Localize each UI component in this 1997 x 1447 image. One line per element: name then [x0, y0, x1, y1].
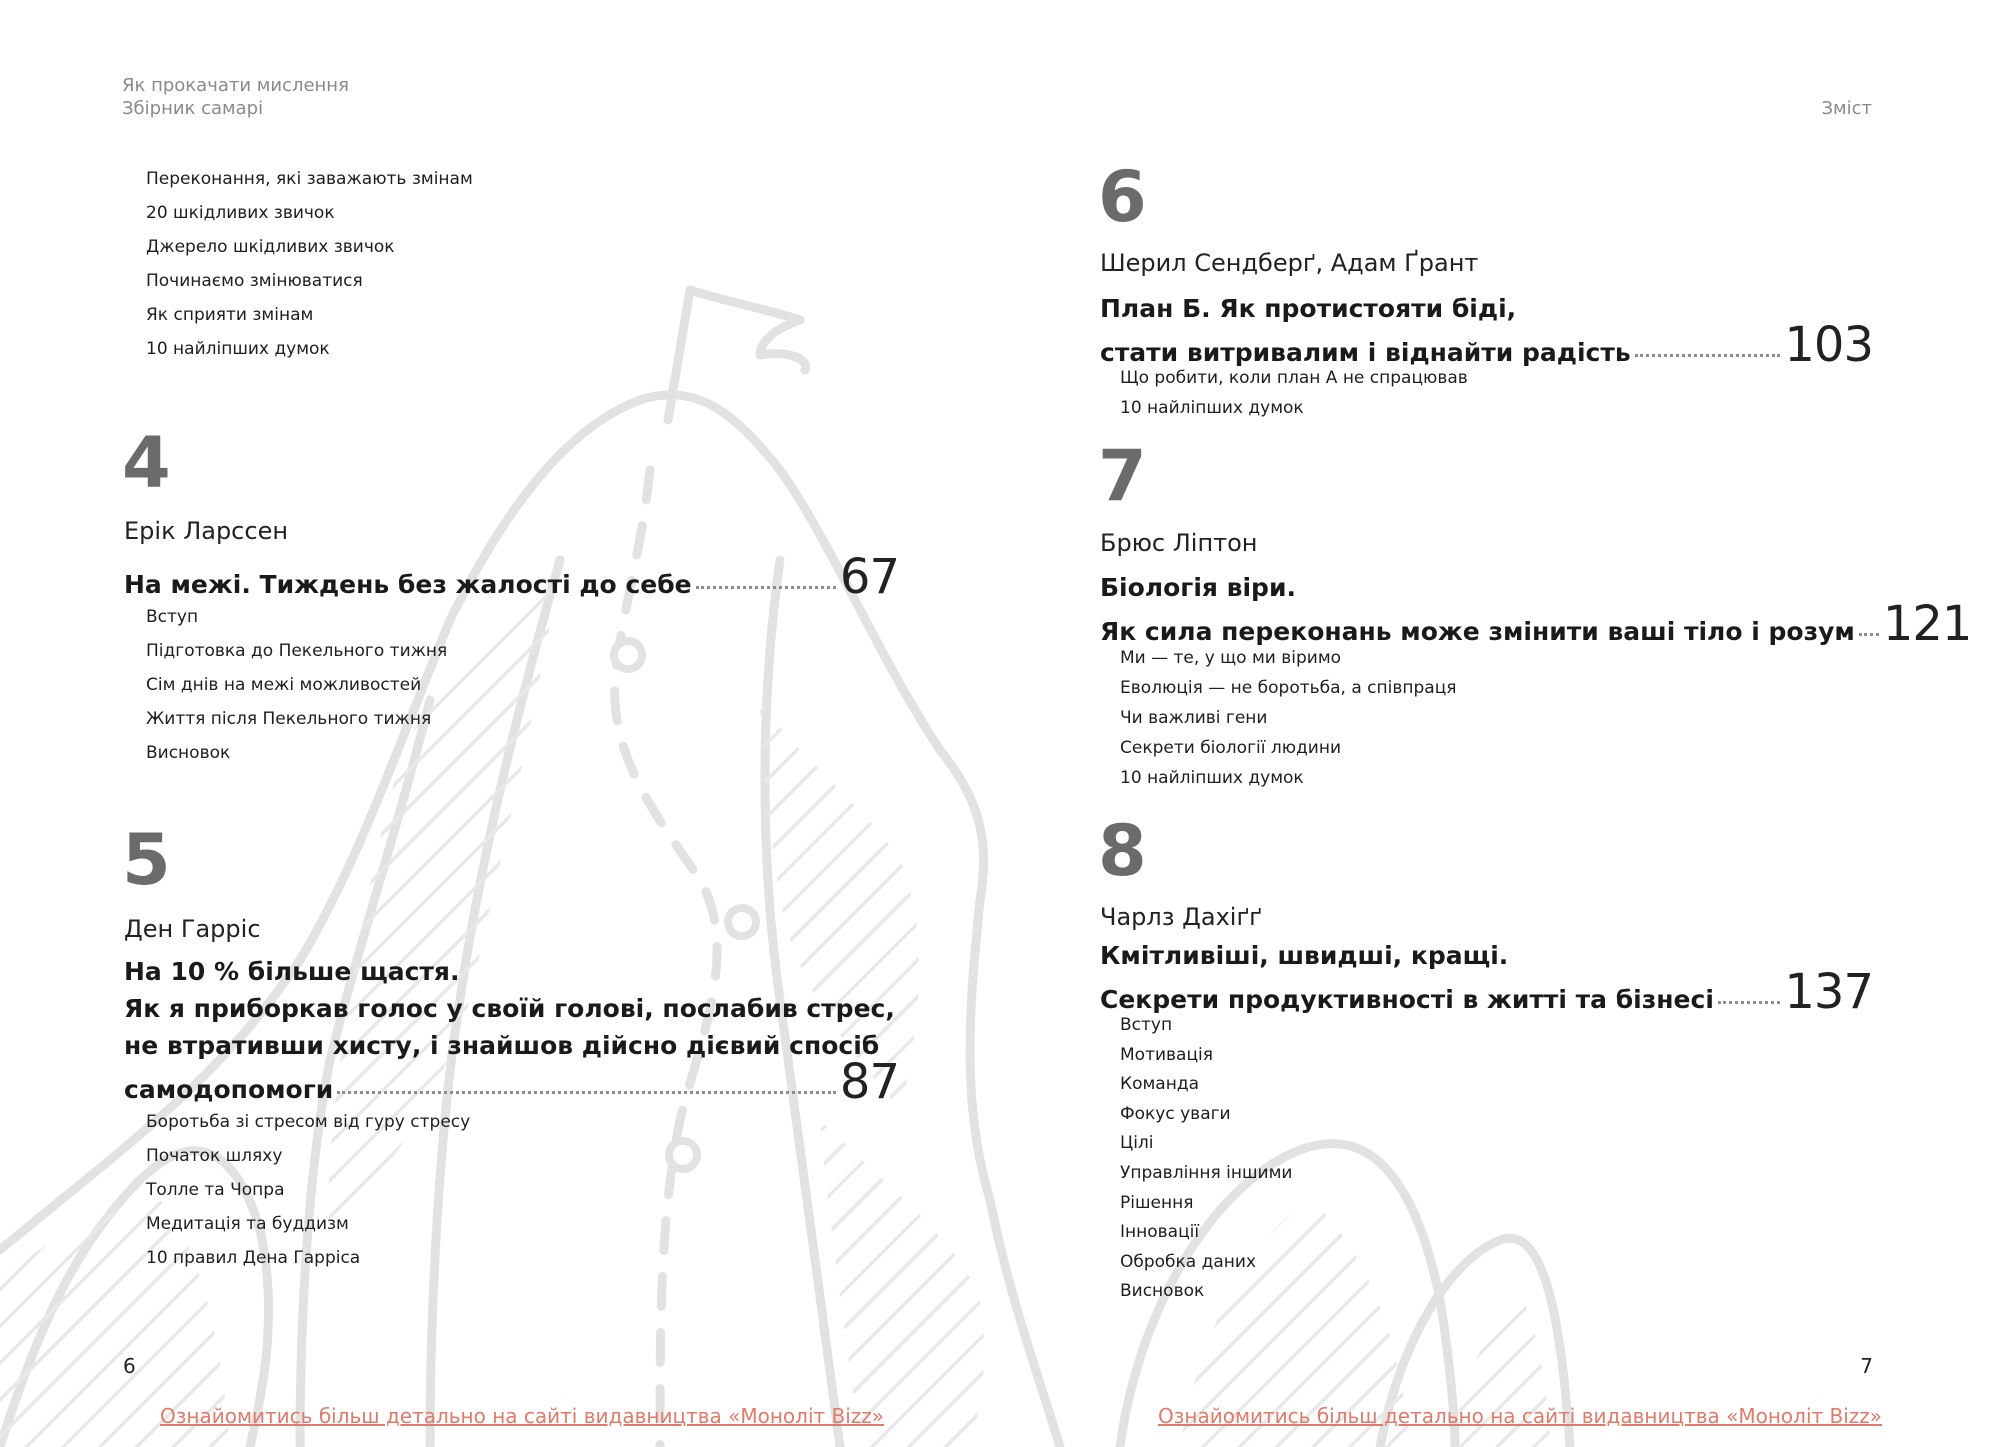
chapter-section-list [1120, 643, 1457, 793]
chapter-number: 4 [122, 422, 171, 504]
chapter-section-list [1120, 1011, 1292, 1307]
list-item[interactable]: Починаємо змінюватися [146, 271, 363, 291]
list-item[interactable]: 10 правил Дена Гарріса [146, 1248, 361, 1268]
list-item[interactable]: Життя після Пекельного тижня [146, 709, 432, 729]
list-item[interactable]: 10 найліпших думок [1120, 398, 1304, 418]
chapter-page-number: 137 [1784, 964, 1873, 1020]
chapter-number: 5 [122, 819, 171, 901]
chapter-title-line: Біологія віри. [1100, 573, 1296, 602]
list-item[interactable]: Підготовка до Пекельного тижня [146, 641, 448, 661]
chapter-title-line: Секрети продуктивності в житті та бізнесі [1100, 985, 1714, 1014]
list-item[interactable]: Управління іншими [1120, 1162, 1293, 1183]
list-item[interactable]: Медитація та буддизм [146, 1214, 349, 1234]
leader-dots [1859, 633, 1879, 636]
chapter-title[interactable] [124, 549, 899, 605]
chapter-title-line: самодопомоги [124, 1075, 334, 1104]
book-subtitle: Збірник самарі [122, 98, 264, 119]
chapter-author: Ерік Ларссен [124, 517, 289, 545]
list-item[interactable]: Секрети біології людини [1120, 738, 1341, 758]
leader-dots [337, 1091, 836, 1094]
chapter-section-list [146, 600, 447, 770]
list-item[interactable]: 20 шкідливих звичок [146, 203, 335, 223]
chapter-title-line: Як сила переконань може змінити ваші тіло і розум [1100, 617, 1855, 646]
chapter-title-line: не втративши хисту, і знайшов дійсно дієвий спосіб [124, 1031, 880, 1060]
chapter-section-list [146, 1105, 470, 1275]
list-item[interactable]: 10 найліпших думок [146, 339, 330, 359]
book-title: Як прокачати мислення [122, 75, 349, 96]
list-item[interactable]: Ми — те, у що ми віримо [1120, 648, 1342, 668]
list-item[interactable]: Рішення [1120, 1192, 1194, 1213]
list-item[interactable]: Сім днів на межі можливостей [146, 675, 422, 695]
chapter-number: 7 [1098, 435, 1147, 517]
list-item[interactable]: Переконання, які заважають змінам [146, 169, 473, 189]
chapter-author: Чарлз Дахіґґ [1100, 903, 1262, 931]
chapter-section-list [1120, 363, 1468, 423]
chapter-number: 8 [1098, 810, 1147, 892]
leader-dots [696, 586, 836, 589]
chapter-title-line: Кмітливіші, швидші, кращі. [1100, 941, 1509, 970]
list-item[interactable]: 10 найліпших думок [1120, 768, 1304, 788]
list-item[interactable]: Вступ [146, 607, 199, 627]
chapter-title-line: Як я приборкав голос у своїй голові, послабив стрес, [124, 994, 895, 1023]
running-header-left [122, 74, 349, 120]
list-item[interactable]: Команда [1120, 1074, 1199, 1095]
list-item[interactable]: Початок шляху [146, 1146, 283, 1166]
publisher-link[interactable]: Ознайомитись більш детально на сайті видавництва «Моноліт Bizz» [160, 1404, 885, 1428]
chapter-page-number: 121 [1882, 596, 1972, 652]
chapter-title[interactable] [1100, 290, 1873, 373]
chapter-page-number: 103 [1784, 317, 1873, 373]
list-item[interactable]: Фокус уваги [1120, 1103, 1231, 1124]
chapter-title[interactable] [1100, 569, 1972, 652]
chapter-title-line: На межі. Тиждень без жалості до себе [124, 570, 692, 599]
list-item[interactable]: Інновації [1120, 1222, 1200, 1243]
list-item[interactable]: Обробка даних [1120, 1251, 1257, 1272]
chapter-number: 6 [1098, 156, 1147, 238]
list-item[interactable]: Мотивація [1120, 1044, 1213, 1065]
chapter-author: Ден Гарріс [124, 915, 261, 943]
chapter-page-number: 87 [839, 1054, 899, 1110]
list-item[interactable]: Цілі [1120, 1133, 1154, 1154]
chapter-page-number: 67 [839, 549, 899, 605]
list-item[interactable]: Боротьба зі стресом від гуру стресу [146, 1112, 471, 1132]
leader-dots [1635, 354, 1781, 357]
list-item[interactable]: Висновок [146, 743, 231, 763]
list-item[interactable]: Чи важливі гени [1120, 708, 1268, 728]
chapter-title-line: стати витривалим і віднайти радість [1100, 338, 1631, 367]
chapter-author: Брюс Ліптон [1100, 529, 1258, 557]
list-item[interactable]: Висновок [1120, 1281, 1205, 1302]
publisher-link[interactable]: Ознайомитись більш детально на сайті видавництва «Моноліт Bizz» [1158, 1404, 1883, 1428]
list-item[interactable]: Толле та Чопра [146, 1180, 285, 1200]
chapter-title-line: На 10 % більше щастя. [124, 957, 460, 986]
page-number-left: 6 [123, 1354, 136, 1378]
continued-section-list [146, 162, 473, 366]
list-item[interactable]: Що робити, коли план А не спрацював [1120, 368, 1468, 388]
list-item[interactable]: Джерело шкідливих звичок [146, 237, 395, 257]
page-number-right: 7 [1860, 1354, 1873, 1378]
chapter-title-line: План Б. Як протистояти біді, [1100, 294, 1517, 323]
leader-dots [1718, 1001, 1780, 1004]
chapter-title[interactable] [1100, 937, 1873, 1020]
chapter-author: Шерил Сендберґ, Адам Ґрант [1100, 249, 1479, 277]
list-item[interactable]: Еволюція — не боротьба, а співпраця [1120, 678, 1457, 698]
list-item[interactable]: Як сприяти змінам [146, 305, 314, 325]
list-item[interactable]: Вступ [1120, 1015, 1173, 1035]
section-title: Зміст [1821, 98, 1872, 119]
chapter-title[interactable] [124, 953, 899, 1110]
